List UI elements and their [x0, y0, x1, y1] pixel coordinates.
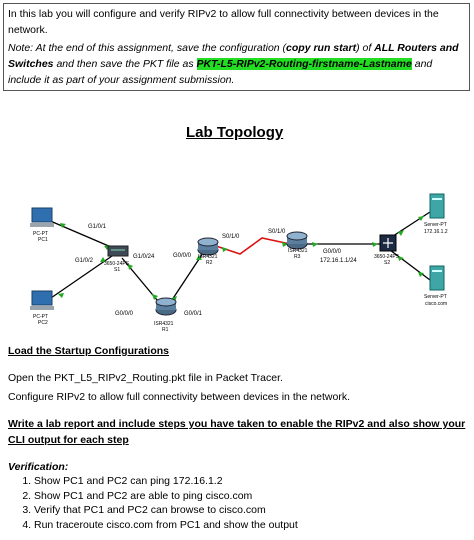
verification-item: 2. Show PC1 and PC2 are able to ping cisco.com [34, 489, 468, 504]
note-bold-2: ALL Routers and Switches [8, 42, 459, 70]
if-g102: G1/0/2 [75, 258, 94, 264]
r2-name: R2 [206, 260, 213, 266]
server2-name: cisco.com [425, 301, 448, 307]
verification-item: 3. Verify that PC1 and PC2 can browse to cisco.com [34, 503, 468, 518]
pc1-icon[interactable] [30, 208, 54, 227]
open-file-text: Open the PKT_L5_RIPv2_Routing.pkt file in Packet Tracer. [8, 372, 283, 384]
s2-model: 3650-24PS [374, 254, 400, 260]
note-text-4: and include it as part of your assignment submission. [8, 58, 433, 86]
r1-model: ISR4321 [154, 321, 174, 327]
s1-name: S1 [114, 267, 121, 273]
link-lights [58, 216, 424, 302]
section-startup-heading: Load the Startup Configurations [8, 345, 169, 357]
router-r1-icon[interactable] [156, 298, 176, 315]
if-g1024: G1/0/24 [133, 254, 155, 260]
if-r1-g001: G0/0/1 [184, 311, 203, 317]
note-text-3: and then save the PKT file as [53, 58, 197, 70]
r3-name: R3 [294, 254, 301, 260]
pc1-type: PC-PT [33, 231, 48, 237]
verification-title: Verification: [8, 461, 69, 473]
write-report-text: Write a lab report and include steps you have taken to enable the RIPv2 and also show your CLI output for each step [8, 418, 466, 446]
if-r3-g000: G0/0/0 [323, 249, 342, 255]
topology-diagram [0, 150, 474, 350]
r2-model: ISR4321 [198, 254, 218, 260]
router-r2-icon[interactable] [198, 238, 218, 255]
note-highlight: PKT-L5-RIPv2-Routing-firstname-Lastname [196, 58, 412, 70]
topology-title: Lab Topology [186, 124, 284, 141]
server1-name: 172.16.1.2 [424, 229, 448, 235]
if-r2-g000: G0/0/0 [173, 253, 192, 259]
note-prefix: Note: [8, 42, 34, 54]
if-r3-s010: S0/1/0 [268, 229, 286, 235]
pc2-name: PC2 [38, 320, 48, 326]
if-r1-g000: G0/0/0 [115, 311, 134, 317]
r3-ip: 172.16.1.1/24 [320, 258, 357, 264]
verification-list [8, 474, 468, 532]
s2-name: S2 [384, 260, 391, 266]
serial-link-r2-r3 [216, 238, 290, 254]
pc1-name: PC1 [38, 237, 48, 243]
verification-item: 4. Run traceroute cisco.com from PC1 and show the output [34, 518, 468, 533]
server-2-icon[interactable] [430, 266, 444, 290]
configure-text: Configure RIPv2 to allow full connectivity between devices in the network. [8, 391, 351, 403]
r3-model: ISR4321 [288, 248, 308, 254]
server-1-icon[interactable] [430, 194, 444, 218]
note-text [8, 40, 468, 88]
if-r2-s010: S0/1/0 [222, 234, 240, 240]
pc2-icon[interactable] [30, 291, 54, 310]
switch-s1-icon[interactable] [108, 246, 128, 256]
r1-name: R1 [162, 327, 169, 333]
switch-s2-icon[interactable] [380, 235, 396, 251]
note-text-2: ) of [356, 42, 375, 54]
note-bold-1: copy run start [286, 42, 357, 54]
server2-type: Server-PT [424, 294, 447, 300]
s1-model: 3650-24PS [104, 261, 130, 267]
note-text-1: At the end of this assignment, save the configuration ( [33, 42, 287, 54]
intro-text: In this lab you will configure and verify RIPv2 to allow full connectivity between devices in the network. [8, 8, 439, 36]
if-g101: G1/0/1 [88, 224, 107, 230]
router-r3-icon[interactable] [287, 232, 307, 249]
verification-item: 1. Show PC1 and PC2 can ping 172.16.1.2 [34, 474, 468, 489]
server1-type: Server-PT [424, 222, 447, 228]
pc2-type: PC-PT [33, 314, 48, 320]
